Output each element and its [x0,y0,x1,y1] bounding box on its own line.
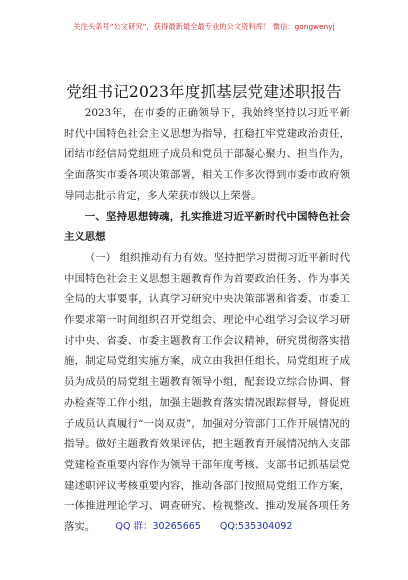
footer-contacts [0,518,408,532]
section-heading: 一、坚持思想铸魂，扎实推进习近平新时代中国特色社会主义思想 [64,210,350,244]
document-body [64,103,350,538]
intro-paragraph: 2023年，在市委的正确领导下，我始终坚持以习近平新时代中国特色社会主义思想为指导，扛稳扛牢党建政治责任，团结市经信局党组班子成员和党员干部凝心聚力、担当作为，全面落实市委各项决策部署，相关工作多次得到市委市政府领导同志批示肯定，多人荣获市级以上荣誉。 [64,107,350,202]
footer-qq: QQ:535304092 [219,521,293,532]
body-paragraph: （一） 组织推动有力有效。坚持把学习贯彻习近平新时代中国特色社会主义思想主题教育作为首要政治任务、作为事关全局的大事要事，认真学习研究中央决策部署和省委、市委工作要求第一时间组织召开党组会、理论中心组学习会议学习研讨中央、省委、市委主题教育工作会议精神，研究贯彻落实措施，制定局党组实施方案，成立由我担任组长、局党组班子成员为成员的局党组主题教育领导小组，配套设立综合协调、督办检查等工作小组，加强主题教育落实情况跟踪督导，督促班子成员认真履行“一岗双责”，加强对分管部门工作开展情况的指导。做好主题教育效果评估，把主题教育开展情况纳入支部党建检查重要内容作为领导干部年度考核、支部书记抓基层党建述职评议考核重要内容，推动各部门按照局党组工作方案，一体推进理论学习、调查研究、检视整改、推动发展各项任务落实。 [64,251,350,534]
header-note: 关注头条号“公文研究”，获得最新最全最专业的公文资料库！ 微信：gongwenyj [73,22,335,31]
footer-qq-group: QQ 群：30265665 [115,521,201,532]
document-title: 党组书记2023年度抓基层党建述职报告 [66,83,342,101]
